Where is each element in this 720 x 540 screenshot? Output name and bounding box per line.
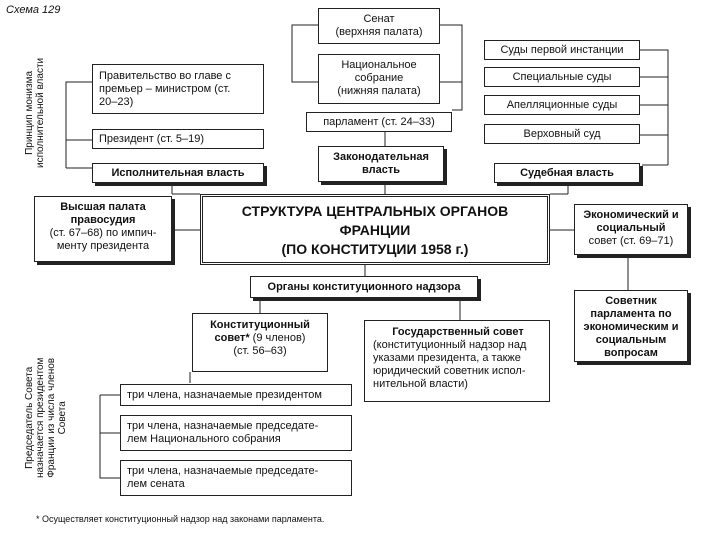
state-council-box — [364, 320, 550, 402]
member-line: три члена, назначаемые председате- — [127, 420, 319, 432]
special-courts-box — [484, 67, 640, 87]
legislative-power-box — [318, 146, 444, 182]
state-council-title: Государственный совет — [392, 326, 524, 338]
main-title-line: (ПО КОНСТИТУЦИИ 1958 г.) — [281, 241, 469, 257]
economic-council-text: совет (ст. 69–71) — [588, 235, 674, 247]
legislative-line: власть — [362, 164, 400, 176]
government-line: премьер – министром (ст. — [99, 83, 231, 95]
member-line: три члена, назначаемые председате- — [127, 465, 319, 477]
side-text-line: Совета — [57, 401, 68, 435]
state-council-text: указами президента, а также — [373, 352, 521, 364]
member-line: три члена, назначаемые президентом — [127, 388, 322, 401]
senate-title: Сенат — [363, 13, 395, 25]
constitutional-council-members: (9 членов) — [252, 332, 306, 344]
side-text-line: Франции из числа членов — [46, 357, 57, 478]
state-council-text: юридический советник испол- — [373, 365, 526, 377]
side-text-chairman — [24, 358, 68, 478]
side-text-line: исполнительной власти — [35, 57, 46, 168]
high-court-box — [34, 196, 172, 262]
judicial-label: Судебная власть — [520, 166, 614, 179]
advisor-line: экономическим и — [583, 321, 679, 333]
senate-box — [318, 8, 440, 44]
state-council-text: (конституционный надзор над — [373, 339, 527, 351]
main-title-line: СТРУКТУРА ЦЕНТРАЛЬНЫХ ОРГАНОВ — [241, 203, 509, 219]
government-line: 20–23) — [99, 96, 134, 108]
parliament-label: парламент (ст. 24–33) — [323, 115, 435, 128]
assembly-line: (нижняя палата) — [337, 85, 421, 97]
national-assembly-box — [318, 54, 440, 104]
senate-subtitle: (верхняя палата) — [335, 26, 423, 38]
legislative-line: Законодательная — [333, 151, 429, 163]
government-box — [92, 64, 264, 114]
constitutional-control-label: Органы конституционного надзора — [267, 280, 461, 293]
scheme-label: Схема 129 — [6, 4, 61, 16]
high-court-title: Высшая палата — [60, 201, 146, 213]
member-assembly-box — [120, 415, 352, 451]
supreme-court-box — [484, 124, 640, 144]
advisor-line: парламента по — [590, 308, 672, 320]
parliament-box — [306, 112, 452, 132]
side-text-monism — [24, 58, 46, 168]
advisor-line: социальным — [595, 334, 667, 346]
constitutional-control-box — [250, 276, 478, 298]
economic-council-title: социальный — [596, 222, 666, 234]
main-title-line: ФРАНЦИИ — [339, 222, 411, 238]
side-text-line: назначается президентом — [35, 357, 46, 478]
member-president-box — [120, 384, 352, 406]
first-instance-label: Суды первой инстанции — [500, 43, 624, 56]
advisor-line: Советник — [605, 295, 657, 307]
judicial-power-box — [494, 163, 640, 183]
constitutional-council-box — [192, 313, 328, 372]
side-text-line: Принцип монизма — [24, 70, 35, 155]
member-line: лем сената — [127, 478, 185, 490]
advisor-line: вопросам — [604, 347, 658, 359]
main-title-box — [200, 194, 550, 265]
constitutional-council-title: Конституционный — [210, 319, 310, 331]
appeal-courts-label: Апелляционные суды — [506, 98, 618, 111]
executive-label: Исполнительная власть — [111, 166, 245, 179]
assembly-line: собрание — [354, 72, 404, 84]
economic-council-title: Экономический и — [583, 209, 679, 221]
economic-advisor-box — [574, 290, 688, 362]
special-courts-label: Специальные суды — [512, 70, 612, 83]
executive-power-box — [92, 163, 264, 183]
constitutional-council-text: (ст. 56–63) — [233, 345, 287, 357]
high-court-title: правосудия — [70, 214, 136, 226]
member-line: лем Национального собрания — [127, 433, 281, 445]
member-senate-box — [120, 460, 352, 496]
government-line: Правительство во главе с — [99, 70, 231, 82]
high-court-text: (ст. 67–68) по импич- — [49, 227, 157, 239]
high-court-text: менту президента — [56, 240, 150, 252]
side-text-line: Председатель Совета — [24, 366, 35, 469]
footnote: * Осуществляет конституционный надзор над законами парламента. — [36, 514, 325, 524]
appeal-courts-box — [484, 95, 640, 115]
assembly-line: Национальное — [341, 59, 417, 71]
president-box — [92, 129, 264, 149]
first-instance-courts-box — [484, 40, 640, 60]
economic-council-box — [574, 204, 688, 255]
president-label: Президент (ст. 5–19) — [99, 132, 205, 145]
supreme-court-label: Верховный суд — [523, 127, 601, 140]
constitutional-council-title: совет* — [214, 332, 250, 344]
state-council-text: нительной власти) — [373, 378, 468, 390]
